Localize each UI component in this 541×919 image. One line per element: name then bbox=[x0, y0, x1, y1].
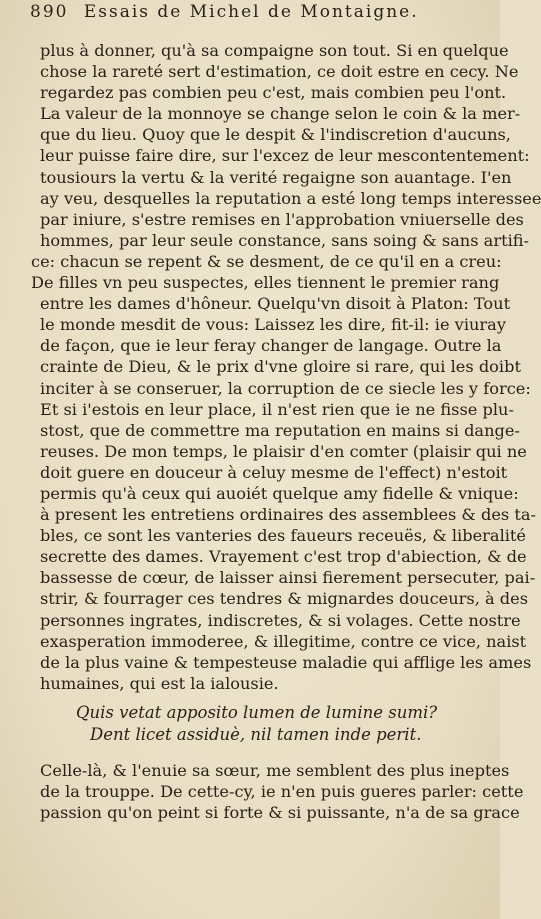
text-line: stost, que de commettre ma reputation en mains si dange- bbox=[40, 420, 520, 440]
text-line: le monde mesdit de vous: Laissez les dire, fit-il: ie viuray bbox=[40, 315, 506, 335]
text-line: La valeur de la monnoye se change selon le coin & la mer- bbox=[40, 104, 521, 124]
text-line: passion qu'on peint si forte & si puissante, n'a de sa grace bbox=[40, 803, 520, 823]
text-line: doit guere en douceur à celuy mesme de l'effect) n'estoit bbox=[40, 462, 508, 482]
latin-verse bbox=[40, 702, 483, 746]
text-line: humaines, qui est la ialousie. bbox=[40, 673, 279, 693]
text-line: ay veu, desquelles la reputation a esté long temps interessee bbox=[40, 188, 541, 208]
text-line: Celle-là, & l'enuie sa sœur, me semblent des plus ineptes bbox=[40, 760, 510, 780]
paragraph-2 bbox=[40, 760, 524, 823]
text-line: chose la rareté sert d'estimation, ce doit estre en cecy. Ne bbox=[40, 62, 519, 82]
text-line: de la trouppe. De cette-cy, ie n'en puis gueres parler: cette bbox=[40, 782, 524, 801]
text-line: hommes, par leur seule constance, sans soing & sans artifi- bbox=[40, 230, 530, 250]
text-line: strir, & fourrager ces tendres & mignardes douceurs, à des bbox=[40, 589, 529, 609]
verse-line: Quis vetat apposito lumen de lumine sumi? bbox=[76, 702, 438, 722]
text-line: tousiours la vertu & la verité regaigne son auantage. I'en bbox=[40, 167, 512, 187]
text-line: à present les entretiens ordinaires des assemblees & des ta- bbox=[40, 505, 536, 525]
text-line: personnes ingrates, indiscretes, & si volages. Cette nostre bbox=[40, 610, 521, 630]
text-line: reuses. De mon temps, le plaisir d'en comter (plaisir qui ne bbox=[40, 441, 527, 461]
text-line: plus à donner, qu'à sa compaigne son tout. Si en quelque bbox=[40, 41, 509, 60]
text-line: inciter à se conseruer, la corruption de ce siecle les y force: bbox=[40, 378, 531, 398]
page-header bbox=[30, 2, 490, 30]
text-line: exasperation immoderee, & illegitime, contre ce vice, naist bbox=[40, 631, 527, 651]
text-line: De filles vn peu suspectes, elles tiennent le premier rang bbox=[31, 273, 500, 293]
text-line: de la plus vaine & tempesteuse maladie qui afflige les ames bbox=[40, 652, 532, 672]
text-line: bles, ce sont les vanteries des faueurs receuës, & liberalité bbox=[40, 526, 527, 546]
text-line: entre les dames d'hôneur. Quelqu'vn disoit à Platon: Tout bbox=[40, 294, 511, 314]
text-line: crainte de Dieu, & le prix d'vne gloire si rare, qui les doibt bbox=[40, 357, 521, 377]
text-line: permis qu'à ceux qui auoiét quelque amy fidelle & vnique: bbox=[40, 483, 519, 503]
text-line: leur puisse faire dire, sur l'excez de leur mescontentement: bbox=[40, 146, 530, 166]
text-line: Et si i'estois en leur place, il n'est rien que ie ne fisse plu- bbox=[40, 399, 514, 419]
running-title: Essais de Michel de Montaigne. bbox=[83, 2, 419, 22]
verse-line: Dent licet assiduè, nil tamen inde perit. bbox=[90, 724, 422, 744]
text-line: par iniure, s'estre remises en l'approbation vniuerselle des bbox=[40, 209, 524, 229]
paragraph-1 bbox=[31, 40, 541, 694]
page-body bbox=[31, 40, 541, 823]
page-number: 890 bbox=[30, 2, 69, 22]
text-line: que du lieu. Quoy que le despit & l'indiscretion d'aucuns, bbox=[40, 125, 511, 145]
text-line: secrette des dames. Vrayement c'est trop d'abiection, & de bbox=[40, 547, 527, 567]
text-line: regardez pas combien peu c'est, mais combien peu l'ont. bbox=[40, 83, 507, 103]
text-line: de façon, que ie leur feray changer de langage. Outre la bbox=[40, 336, 502, 356]
text-line: bassesse de cœur, de laisser ainsi fierement persecuter, pai- bbox=[40, 568, 536, 588]
text-line: ce: chacun se repent & se desment, de ce qu'il en a creu: bbox=[31, 251, 502, 271]
